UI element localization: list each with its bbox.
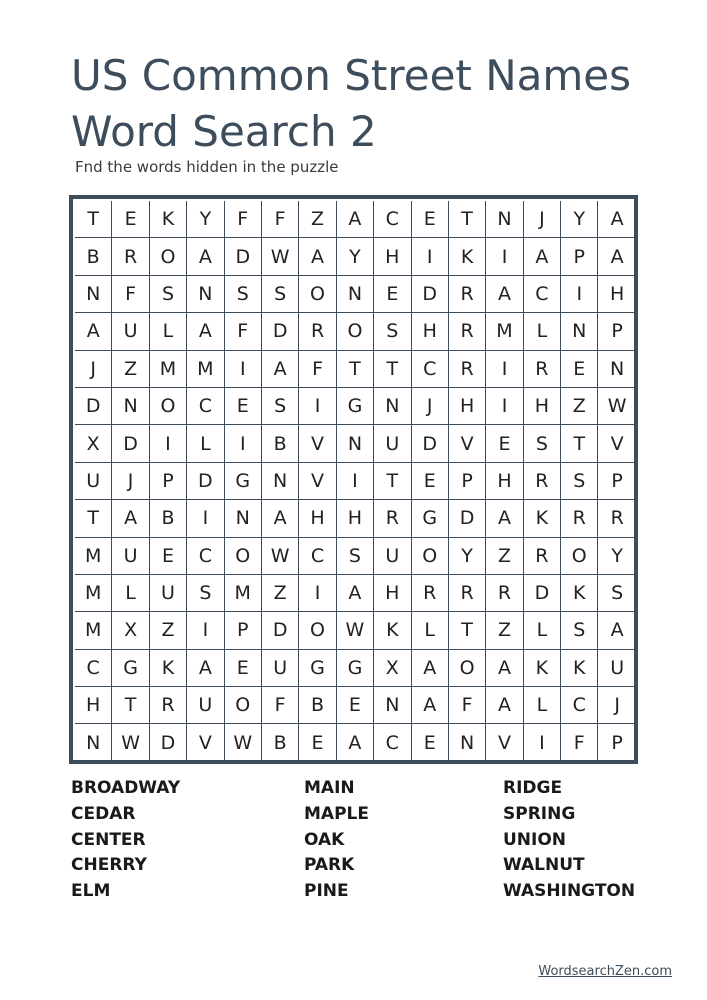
grid-cell[interactable]: S	[337, 538, 374, 575]
grid-cell[interactable]: W	[262, 538, 299, 575]
grid-cell[interactable]: I	[486, 388, 523, 425]
word-column-2	[304, 776, 369, 905]
grid-cell[interactable]: V	[299, 425, 336, 462]
grid-cell[interactable]: R	[486, 575, 523, 612]
grid-cell[interactable]: A	[486, 650, 523, 687]
grid-cell[interactable]: B	[75, 238, 112, 275]
grid-cell[interactable]: V	[299, 463, 336, 500]
grid-cell[interactable]: V	[598, 425, 635, 462]
grid-cell[interactable]: B	[262, 425, 299, 462]
grid-cell[interactable]: G	[112, 650, 149, 687]
grid-cell[interactable]: H	[299, 500, 336, 537]
grid-cell[interactable]: C	[561, 687, 598, 724]
grid-cell[interactable]: I	[524, 724, 561, 761]
grid-cell[interactable]: L	[524, 313, 561, 350]
grid-cell[interactable]: I	[486, 238, 523, 275]
site-link[interactable]: WordsearchZen.com	[538, 964, 672, 979]
grid-cell[interactable]: T	[75, 500, 112, 537]
grid-cell[interactable]: I	[299, 388, 336, 425]
word-list-item: CHERRY	[71, 855, 147, 876]
grid-cell[interactable]: D	[225, 238, 262, 275]
grid-cell[interactable]: U	[374, 538, 411, 575]
grid-cell[interactable]: I	[150, 425, 187, 462]
grid-cell[interactable]: P	[150, 463, 187, 500]
grid-cell[interactable]: D	[75, 388, 112, 425]
grid-cell[interactable]: P	[225, 612, 262, 649]
grid-cell[interactable]: T	[75, 201, 112, 238]
grid-cell[interactable]: W	[262, 238, 299, 275]
grid-cell[interactable]: U	[374, 425, 411, 462]
grid-cell[interactable]: E	[412, 463, 449, 500]
word-list-item: WASHINGTON	[503, 881, 636, 902]
grid-cell[interactable]: D	[524, 575, 561, 612]
grid-cell[interactable]: O	[299, 276, 336, 313]
grid-cell[interactable]: O	[225, 687, 262, 724]
word-list-item: MAIN	[304, 778, 355, 798]
grid-cell[interactable]: C	[75, 650, 112, 687]
grid-cell[interactable]: N	[225, 500, 262, 537]
grid-cell[interactable]: Y	[187, 201, 224, 238]
grid-cell[interactable]: V	[486, 724, 523, 761]
grid-cell[interactable]: I	[225, 351, 262, 388]
grid-cell[interactable]: B	[262, 724, 299, 761]
grid-cell[interactable]: N	[112, 388, 149, 425]
word-list-item: WALNUT	[503, 855, 585, 876]
grid-cell[interactable]: S	[150, 276, 187, 313]
grid-cell[interactable]: O	[150, 388, 187, 425]
grid-cell[interactable]: G	[225, 463, 262, 500]
grid-cell[interactable]: I	[412, 238, 449, 275]
grid-cell[interactable]: C	[412, 351, 449, 388]
grid-cell[interactable]: U	[75, 463, 112, 500]
grid-cell[interactable]: N	[561, 313, 598, 350]
grid-cell[interactable]: H	[598, 276, 635, 313]
grid-cell[interactable]: A	[262, 500, 299, 537]
grid-cell[interactable]: O	[412, 538, 449, 575]
grid-cell[interactable]: C	[524, 276, 561, 313]
grid-cell[interactable]: L	[150, 313, 187, 350]
grid-cell[interactable]: A	[412, 650, 449, 687]
grid-cell[interactable]: T	[374, 463, 411, 500]
grid-cell[interactable]: A	[337, 201, 374, 238]
grid-cell[interactable]: N	[598, 351, 635, 388]
grid-cell[interactable]: K	[524, 500, 561, 537]
grid-cell[interactable]: Y	[561, 201, 598, 238]
grid-cell[interactable]: G	[412, 500, 449, 537]
grid-cell[interactable]: R	[449, 313, 486, 350]
word-list-item: SPRING	[503, 803, 576, 824]
grid-cell[interactable]: T	[337, 351, 374, 388]
grid-cell[interactable]: H	[412, 313, 449, 350]
grid-cell[interactable]: K	[561, 650, 598, 687]
grid-cell[interactable]: C	[187, 388, 224, 425]
grid-cell[interactable]: K	[561, 575, 598, 612]
grid-cell[interactable]: A	[337, 575, 374, 612]
grid-cell[interactable]: O	[150, 238, 187, 275]
page-title: US Common Street Names Word Search 2	[71, 51, 632, 156]
grid-cell[interactable]: D	[412, 276, 449, 313]
grid-cell[interactable]: B	[150, 500, 187, 537]
grid-cell[interactable]: R	[524, 538, 561, 575]
grid-cell[interactable]: I	[187, 612, 224, 649]
word-list-item: RIDGE	[503, 778, 563, 798]
grid-cell[interactable]: S	[598, 575, 635, 612]
grid-cell[interactable]: O	[337, 313, 374, 350]
grid-cell[interactable]: I	[561, 276, 598, 313]
grid-cell[interactable]: S	[262, 388, 299, 425]
grid-cell[interactable]: D	[187, 463, 224, 500]
word-list-item: PINE	[304, 881, 349, 902]
word-column-1	[71, 776, 180, 905]
puzzle-grid	[69, 195, 638, 764]
grid-cell[interactable]: Z	[561, 388, 598, 425]
grid-cell[interactable]: D	[262, 612, 299, 649]
grid-cell[interactable]: I	[299, 575, 336, 612]
grid-cell[interactable]: O	[561, 538, 598, 575]
grid-cell[interactable]: O	[299, 612, 336, 649]
grid-cell[interactable]: E	[337, 687, 374, 724]
grid-cell[interactable]: E	[561, 351, 598, 388]
grid-cell[interactable]: Y	[337, 238, 374, 275]
grid-cell[interactable]: R	[112, 238, 149, 275]
grid-cell[interactable]: H	[75, 687, 112, 724]
word-column-3	[503, 776, 635, 905]
grid-cell[interactable]: E	[412, 201, 449, 238]
grid-cell[interactable]: F	[561, 724, 598, 761]
grid-cell[interactable]: D	[112, 425, 149, 462]
grid-cell[interactable]: F	[449, 687, 486, 724]
grid-cell[interactable]: E	[112, 201, 149, 238]
instructions: Fnd the words hidden in the puzzle	[75, 158, 339, 176]
grid-cell[interactable]: P	[598, 463, 635, 500]
grid-cell[interactable]: L	[524, 687, 561, 724]
grid-cell[interactable]: A	[524, 238, 561, 275]
grid-cell[interactable]: I	[187, 500, 224, 537]
grid-cell[interactable]: T	[374, 351, 411, 388]
grid-cell[interactable]: R	[150, 687, 187, 724]
grid-cell[interactable]: J	[524, 201, 561, 238]
grid-cell[interactable]: H	[374, 575, 411, 612]
grid-cell[interactable]: N	[75, 276, 112, 313]
grid-cell[interactable]: K	[150, 650, 187, 687]
grid-cell[interactable]: M	[75, 612, 112, 649]
grid-cell[interactable]: M	[150, 351, 187, 388]
grid-cell[interactable]: H	[337, 500, 374, 537]
grid-cell[interactable]: L	[412, 612, 449, 649]
grid-cell[interactable]: K	[374, 612, 411, 649]
grid-cell[interactable]: E	[299, 724, 336, 761]
grid-cell[interactable]: D	[150, 724, 187, 761]
grid-cell[interactable]: R	[449, 351, 486, 388]
word-list-item: CENTER	[71, 829, 146, 850]
grid-cell[interactable]: K	[449, 238, 486, 275]
grid-cell[interactable]: S	[524, 425, 561, 462]
grid-cell[interactable]: N	[486, 201, 523, 238]
grid-cell[interactable]: R	[561, 500, 598, 537]
grid-cell[interactable]: A	[187, 650, 224, 687]
grid-cell[interactable]: E	[486, 425, 523, 462]
grid-cell[interactable]: I	[337, 463, 374, 500]
grid-cell[interactable]: A	[299, 238, 336, 275]
grid-cell[interactable]: E	[225, 388, 262, 425]
grid-cell[interactable]: Y	[449, 538, 486, 575]
grid-cell[interactable]: F	[262, 687, 299, 724]
grid-cell[interactable]: A	[75, 313, 112, 350]
grid-cell[interactable]: M	[187, 351, 224, 388]
grid-cell[interactable]: P	[611, 732, 623, 755]
grid-cell[interactable]: A	[337, 724, 374, 761]
grid-cell[interactable]: K	[524, 650, 561, 687]
grid-cell[interactable]: H	[486, 463, 523, 500]
grid-cell[interactable]: U	[150, 575, 187, 612]
grid-cell[interactable]: A	[187, 238, 224, 275]
grid-cell[interactable]: U	[262, 650, 299, 687]
grid-cell[interactable]: K	[150, 201, 187, 238]
grid-cell[interactable]: T	[561, 425, 598, 462]
grid-cell[interactable]: J	[598, 687, 635, 724]
grid-cell[interactable]: D	[449, 500, 486, 537]
grid-cell[interactable]: E	[412, 724, 449, 761]
grid-cell[interactable]: R	[374, 500, 411, 537]
grid-cell[interactable]: A	[187, 313, 224, 350]
grid-cell[interactable]: S	[561, 463, 598, 500]
grid-cell[interactable]: C	[299, 538, 336, 575]
grid-cell[interactable]: L	[112, 575, 149, 612]
grid-cell[interactable]: A	[486, 500, 523, 537]
grid-cell[interactable]: R	[412, 575, 449, 612]
grid-cell[interactable]: Z	[299, 201, 336, 238]
grid-cell[interactable]: T	[112, 687, 149, 724]
grid-cell[interactable]: S	[262, 276, 299, 313]
word-list-item: UNION	[503, 829, 567, 850]
grid-cell[interactable]: F	[299, 351, 336, 388]
grid-cell[interactable]: P	[598, 313, 635, 350]
grid-cell[interactable]: N	[449, 724, 486, 761]
grid-cell[interactable]: T	[449, 612, 486, 649]
grid-cell[interactable]: H	[449, 388, 486, 425]
grid-cell[interactable]: A	[486, 276, 523, 313]
grid-cell[interactable]: N	[337, 425, 374, 462]
grid-cell[interactable]: M	[75, 575, 112, 612]
grid-cell[interactable]: N	[374, 388, 411, 425]
grid-cell[interactable]: R	[299, 313, 336, 350]
grid-cell[interactable]: I	[486, 351, 523, 388]
grid-cell[interactable]: R	[524, 351, 561, 388]
grid-cell[interactable]: Z	[150, 612, 187, 649]
grid-cell[interactable]: N	[187, 276, 224, 313]
grid-cell[interactable]: M	[225, 575, 262, 612]
grid-cell[interactable]: R	[598, 500, 635, 537]
grid-cell[interactable]: M	[75, 538, 112, 575]
grid-cell[interactable]: W	[337, 612, 374, 649]
grid-cell[interactable]: G	[337, 388, 374, 425]
word-list-item: ELM	[71, 881, 111, 902]
word-list-item: PARK	[304, 855, 355, 876]
grid-cell[interactable]: A	[598, 612, 635, 649]
grid-cell[interactable]: Y	[598, 538, 635, 575]
grid-cell[interactable]: F	[225, 201, 262, 238]
grid-cell[interactable]: A	[598, 238, 635, 275]
grid-cell[interactable]: R	[449, 575, 486, 612]
grid-cell[interactable]: N	[337, 276, 374, 313]
grid-cell[interactable]: V	[187, 724, 224, 761]
grid-cell[interactable]: O	[449, 650, 486, 687]
grid-cell[interactable]: M	[486, 313, 523, 350]
grid-cell[interactable]: L	[187, 425, 224, 462]
grid-cell[interactable]: A	[486, 687, 523, 724]
grid-cell[interactable]: L	[524, 612, 561, 649]
grid-cell[interactable]: R	[524, 463, 561, 500]
grid-cell[interactable]: X	[112, 612, 149, 649]
grid-cell[interactable]: U	[112, 538, 149, 575]
word-list-item: CEDAR	[71, 803, 136, 824]
grid-cell[interactable]: G	[337, 650, 374, 687]
grid-cell[interactable]: W	[598, 388, 635, 425]
word-list-item: MAPLE	[304, 803, 369, 824]
grid-cell[interactable]: V	[449, 425, 486, 462]
grid-cell[interactable]: J	[412, 388, 449, 425]
grid-cell[interactable]: F	[112, 276, 149, 313]
grid-cell[interactable]: X	[75, 425, 112, 462]
grid-cell[interactable]: E	[225, 650, 262, 687]
grid-cell[interactable]: H	[374, 238, 411, 275]
grid-cell[interactable]: C	[374, 724, 411, 761]
grid-cell[interactable]: U	[598, 650, 635, 687]
grid-cell[interactable]: I	[225, 425, 262, 462]
grid-cell[interactable]: S	[225, 276, 262, 313]
word-list-item: BROADWAY	[71, 778, 181, 798]
grid-cell[interactable]: W	[225, 724, 262, 761]
grid-cell[interactable]: G	[299, 650, 336, 687]
grid-cell[interactable]: O	[225, 538, 262, 575]
grid-cell[interactable]: Z	[486, 538, 523, 575]
word-list-item: OAK	[304, 829, 345, 850]
grid-cell[interactable]: N	[75, 724, 112, 761]
grid-cell[interactable]: T	[449, 201, 486, 238]
grid-cell[interactable]: F	[225, 313, 262, 350]
grid-cell[interactable]: D	[262, 313, 299, 350]
letter-grid	[75, 201, 636, 762]
grid-cell[interactable]: A	[112, 500, 149, 537]
grid-cell[interactable]: A	[412, 687, 449, 724]
grid-cell[interactable]: Z	[112, 351, 149, 388]
grid-cell[interactable]: P	[449, 463, 486, 500]
grid-cell[interactable]: Z	[262, 575, 299, 612]
grid-cell[interactable]: N	[374, 687, 411, 724]
grid-cell[interactable]: B	[299, 687, 336, 724]
grid-cell[interactable]: P	[561, 238, 598, 275]
grid-cell[interactable]: A	[262, 351, 299, 388]
grid-cell[interactable]: U	[112, 313, 149, 350]
grid-cell[interactable]: C	[187, 538, 224, 575]
grid-cell[interactable]: C	[374, 201, 411, 238]
grid-cell[interactable]: S	[374, 313, 411, 350]
grid-cell[interactable]: S	[561, 612, 598, 649]
grid-cell[interactable]: J	[112, 463, 149, 500]
grid-cell[interactable]: X	[374, 650, 411, 687]
grid-cell[interactable]: E	[150, 538, 187, 575]
grid-cell[interactable]: U	[187, 687, 224, 724]
grid-cell[interactable]: J	[75, 351, 112, 388]
grid-cell[interactable]: A	[598, 201, 635, 238]
grid-cell[interactable]: W	[112, 724, 149, 761]
grid-cell[interactable]: R	[449, 276, 486, 313]
grid-cell[interactable]: Z	[486, 612, 523, 649]
grid-cell[interactable]: D	[412, 425, 449, 462]
grid-cell[interactable]: N	[262, 463, 299, 500]
grid-cell[interactable]: E	[374, 276, 411, 313]
grid-cell[interactable]: F	[262, 201, 299, 238]
grid-cell[interactable]: S	[187, 575, 224, 612]
grid-cell[interactable]: H	[524, 388, 561, 425]
